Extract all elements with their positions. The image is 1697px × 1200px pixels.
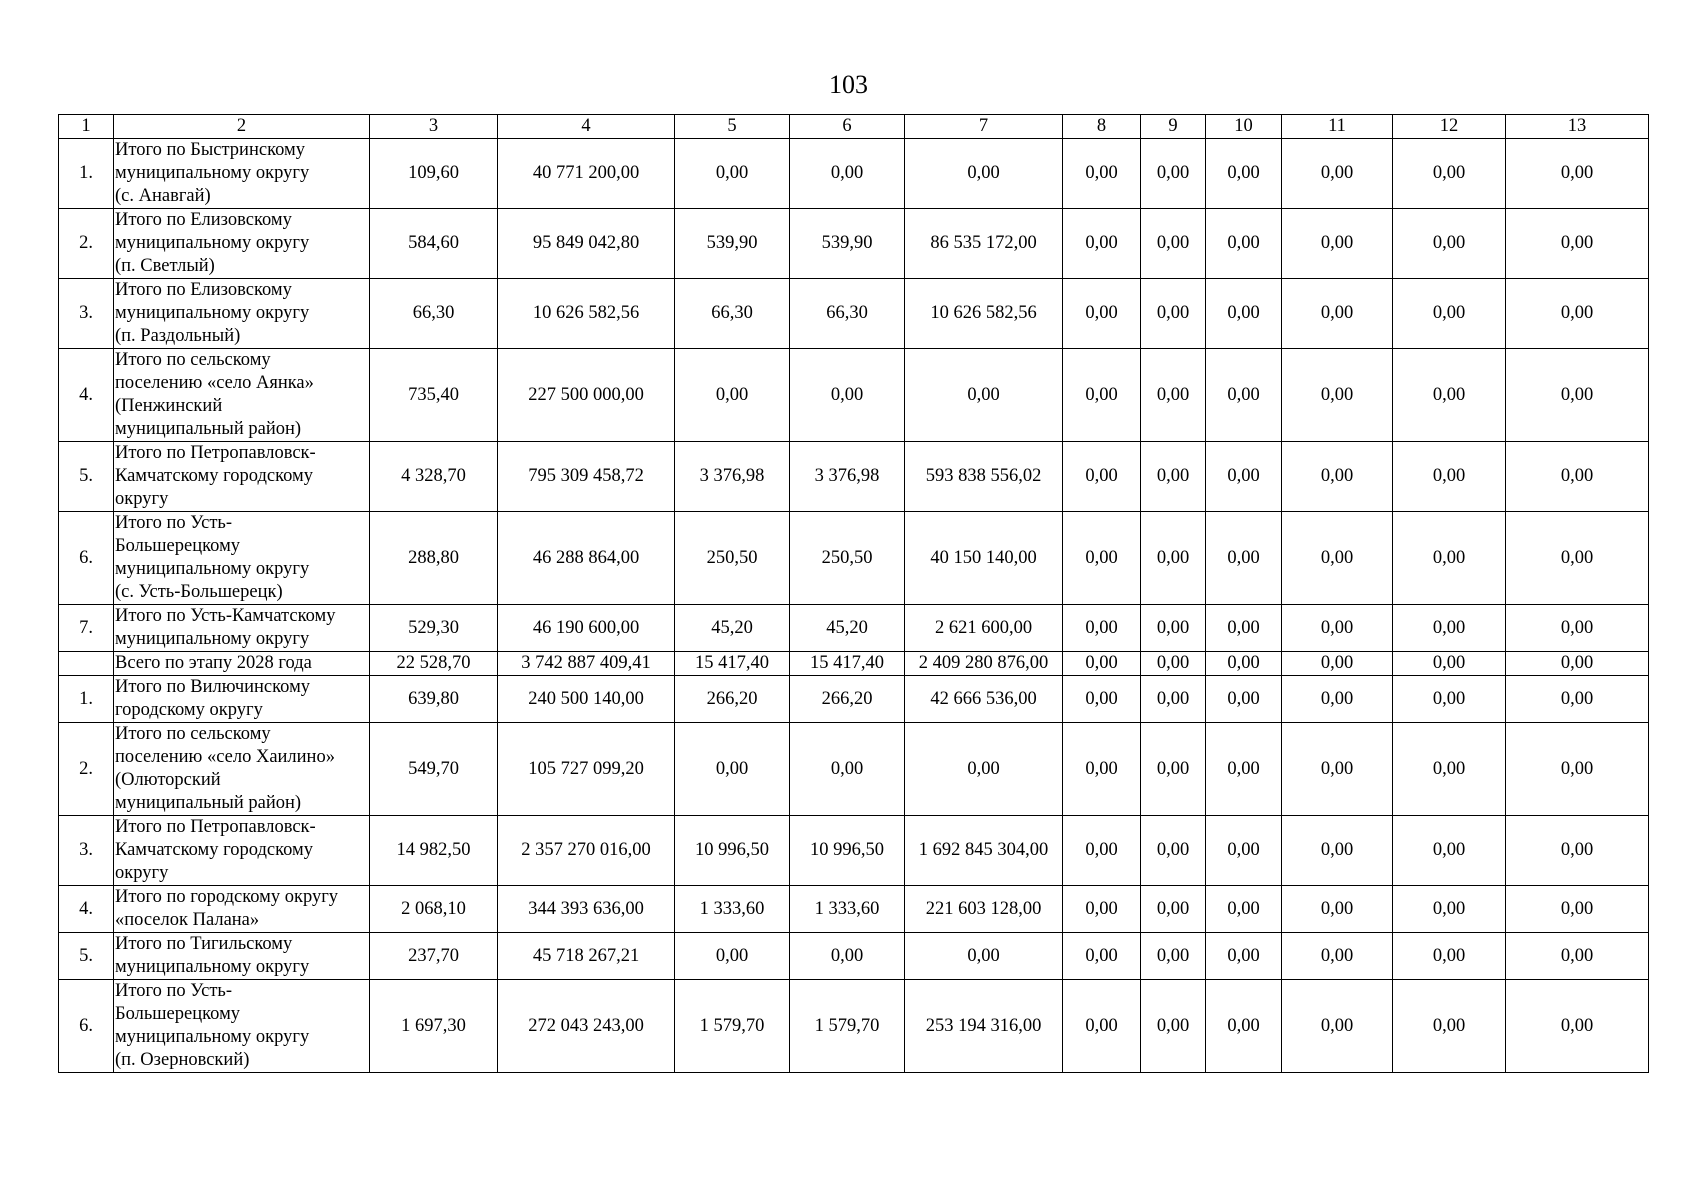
value-cell: 639,80 xyxy=(370,676,498,723)
value-cell: 0,00 xyxy=(1393,676,1506,723)
value-cell: 539,90 xyxy=(675,209,790,279)
value-cell: 10 626 582,56 xyxy=(498,279,675,349)
value-cell: 0,00 xyxy=(1393,723,1506,816)
value-cell: 0,00 xyxy=(1141,886,1206,933)
row-number: 6. xyxy=(59,512,114,605)
value-cell: 0,00 xyxy=(1141,349,1206,442)
value-cell: 66,30 xyxy=(675,279,790,349)
column-number: 5 xyxy=(675,115,790,139)
value-cell: 0,00 xyxy=(1393,605,1506,652)
row-number: 4. xyxy=(59,349,114,442)
row-name: Итого по Усть-Камчатскому муниципальному округу xyxy=(114,605,370,652)
row-name: Итого по Петропавловск- Камчатскому городскому округу xyxy=(114,442,370,512)
value-cell: 0,00 xyxy=(1506,652,1649,676)
value-cell: 0,00 xyxy=(1141,676,1206,723)
value-cell: 0,00 xyxy=(1393,279,1506,349)
value-cell: 0,00 xyxy=(1282,980,1393,1073)
value-cell: 0,00 xyxy=(675,723,790,816)
column-number: 11 xyxy=(1282,115,1393,139)
column-number: 1 xyxy=(59,115,114,139)
value-cell: 10 996,50 xyxy=(675,816,790,886)
value-cell: 0,00 xyxy=(1141,816,1206,886)
value-cell: 46 288 864,00 xyxy=(498,512,675,605)
column-number: 9 xyxy=(1141,115,1206,139)
value-cell: 45,20 xyxy=(675,605,790,652)
value-cell: 0,00 xyxy=(1393,652,1506,676)
row-number: 3. xyxy=(59,816,114,886)
value-cell: 0,00 xyxy=(1141,139,1206,209)
value-cell: 0,00 xyxy=(1063,139,1141,209)
row-number: 1. xyxy=(59,676,114,723)
value-cell: 0,00 xyxy=(1506,605,1649,652)
value-cell: 1 333,60 xyxy=(675,886,790,933)
row-name: Итого по Быстринскому муниципальному округу (с. Анавгай) xyxy=(114,139,370,209)
value-cell: 0,00 xyxy=(1206,442,1282,512)
value-cell: 0,00 xyxy=(1393,512,1506,605)
value-cell: 0,00 xyxy=(1206,605,1282,652)
value-cell: 0,00 xyxy=(1506,980,1649,1073)
table-row xyxy=(59,139,1649,209)
value-cell: 0,00 xyxy=(1206,279,1282,349)
value-cell: 593 838 556,02 xyxy=(905,442,1063,512)
value-cell: 0,00 xyxy=(1506,209,1649,279)
value-cell: 795 309 458,72 xyxy=(498,442,675,512)
value-cell: 1 697,30 xyxy=(370,980,498,1073)
data-table xyxy=(58,114,1649,1073)
value-cell: 253 194 316,00 xyxy=(905,980,1063,1073)
column-number: 12 xyxy=(1393,115,1506,139)
table-row xyxy=(59,349,1649,442)
value-cell: 0,00 xyxy=(1282,349,1393,442)
value-cell: 0,00 xyxy=(1063,209,1141,279)
value-cell: 4 328,70 xyxy=(370,442,498,512)
value-cell: 0,00 xyxy=(1282,933,1393,980)
value-cell: 0,00 xyxy=(1141,605,1206,652)
column-number: 2 xyxy=(114,115,370,139)
value-cell: 0,00 xyxy=(1506,139,1649,209)
value-cell: 0,00 xyxy=(1206,933,1282,980)
value-cell: 0,00 xyxy=(1506,279,1649,349)
value-cell: 86 535 172,00 xyxy=(905,209,1063,279)
value-cell: 0,00 xyxy=(1206,139,1282,209)
value-cell: 272 043 243,00 xyxy=(498,980,675,1073)
column-number: 7 xyxy=(905,115,1063,139)
row-name: Итого по Вилючинскому городскому округу xyxy=(114,676,370,723)
value-cell: 266,20 xyxy=(675,676,790,723)
column-number: 13 xyxy=(1506,115,1649,139)
value-cell: 0,00 xyxy=(1393,209,1506,279)
value-cell: 40 150 140,00 xyxy=(905,512,1063,605)
table-row xyxy=(59,279,1649,349)
row-name: Итого по Тигильскому муниципальному округу xyxy=(114,933,370,980)
value-cell: 0,00 xyxy=(1063,279,1141,349)
row-name: Итого по городскому округу «поселок Палана» xyxy=(114,886,370,933)
value-cell: 0,00 xyxy=(1393,933,1506,980)
table-row xyxy=(59,723,1649,816)
column-number: 3 xyxy=(370,115,498,139)
table-row xyxy=(59,605,1649,652)
value-cell: 0,00 xyxy=(1063,933,1141,980)
value-cell: 0,00 xyxy=(1206,886,1282,933)
value-cell: 250,50 xyxy=(675,512,790,605)
value-cell: 0,00 xyxy=(1282,886,1393,933)
value-cell: 0,00 xyxy=(1506,723,1649,816)
row-name: Итого по Усть- Большерецкому муниципальному округу (с. Усть-Большерецк) xyxy=(114,512,370,605)
row-number: 2. xyxy=(59,209,114,279)
value-cell: 0,00 xyxy=(675,139,790,209)
value-cell: 0,00 xyxy=(1282,605,1393,652)
value-cell: 266,20 xyxy=(790,676,905,723)
value-cell: 2 357 270 016,00 xyxy=(498,816,675,886)
value-cell: 15 417,40 xyxy=(790,652,905,676)
value-cell: 0,00 xyxy=(1506,676,1649,723)
table-body xyxy=(59,115,1649,1073)
value-cell: 0,00 xyxy=(1063,816,1141,886)
value-cell: 0,00 xyxy=(1393,980,1506,1073)
row-number: 5. xyxy=(59,442,114,512)
value-cell: 66,30 xyxy=(370,279,498,349)
value-cell: 250,50 xyxy=(790,512,905,605)
value-cell: 0,00 xyxy=(1141,723,1206,816)
value-cell: 0,00 xyxy=(1063,512,1141,605)
value-cell: 0,00 xyxy=(1282,652,1393,676)
total-row xyxy=(59,652,1649,676)
value-cell: 0,00 xyxy=(1141,652,1206,676)
value-cell: 240 500 140,00 xyxy=(498,676,675,723)
value-cell: 22 528,70 xyxy=(370,652,498,676)
value-cell: 0,00 xyxy=(1063,349,1141,442)
value-cell: 237,70 xyxy=(370,933,498,980)
value-cell: 0,00 xyxy=(1282,723,1393,816)
value-cell: 0,00 xyxy=(1063,980,1141,1073)
row-number: 4. xyxy=(59,886,114,933)
value-cell: 45 718 267,21 xyxy=(498,933,675,980)
value-cell: 1 692 845 304,00 xyxy=(905,816,1063,886)
value-cell: 0,00 xyxy=(790,933,905,980)
value-cell: 0,00 xyxy=(1393,442,1506,512)
value-cell: 0,00 xyxy=(905,139,1063,209)
row-number: 2. xyxy=(59,723,114,816)
value-cell: 0,00 xyxy=(675,349,790,442)
value-cell: 95 849 042,80 xyxy=(498,209,675,279)
value-cell: 0,00 xyxy=(1063,723,1141,816)
value-cell: 10 996,50 xyxy=(790,816,905,886)
value-cell: 0,00 xyxy=(1063,605,1141,652)
value-cell: 40 771 200,00 xyxy=(498,139,675,209)
value-cell: 0,00 xyxy=(1141,933,1206,980)
value-cell: 221 603 128,00 xyxy=(905,886,1063,933)
value-cell: 46 190 600,00 xyxy=(498,605,675,652)
value-cell: 0,00 xyxy=(1393,349,1506,442)
value-cell: 0,00 xyxy=(1506,816,1649,886)
row-name: Итого по Елизовскому муниципальному округу (п. Светлый) xyxy=(114,209,370,279)
table-row xyxy=(59,512,1649,605)
value-cell: 0,00 xyxy=(1063,442,1141,512)
value-cell: 0,00 xyxy=(1206,512,1282,605)
row-name: Итого по Петропавловск- Камчатскому городскому округу xyxy=(114,816,370,886)
row-number: 1. xyxy=(59,139,114,209)
table-row xyxy=(59,209,1649,279)
row-name: Итого по сельскому поселению «село Аянка» (Пенжинский муниципальный район) xyxy=(114,349,370,442)
value-cell: 0,00 xyxy=(1141,279,1206,349)
value-cell: 0,00 xyxy=(1506,512,1649,605)
value-cell: 529,30 xyxy=(370,605,498,652)
column-number: 8 xyxy=(1063,115,1141,139)
value-cell: 42 666 536,00 xyxy=(905,676,1063,723)
value-cell: 0,00 xyxy=(675,933,790,980)
value-cell: 0,00 xyxy=(1141,209,1206,279)
value-cell: 0,00 xyxy=(1282,279,1393,349)
row-name: Итого по Елизовскому муниципальному округу (п. Раздольный) xyxy=(114,279,370,349)
value-cell: 0,00 xyxy=(1282,676,1393,723)
value-cell: 0,00 xyxy=(1506,933,1649,980)
value-cell: 2 068,10 xyxy=(370,886,498,933)
value-cell: 227 500 000,00 xyxy=(498,349,675,442)
value-cell: 0,00 xyxy=(1206,676,1282,723)
value-cell: 45,20 xyxy=(790,605,905,652)
table-row xyxy=(59,980,1649,1073)
value-cell: 288,80 xyxy=(370,512,498,605)
value-cell: 0,00 xyxy=(1206,349,1282,442)
value-cell: 0,00 xyxy=(1063,652,1141,676)
page-number: 103 xyxy=(829,70,868,99)
value-cell: 0,00 xyxy=(1393,886,1506,933)
value-cell: 0,00 xyxy=(1206,723,1282,816)
value-cell: 0,00 xyxy=(1282,816,1393,886)
row-number: 7. xyxy=(59,605,114,652)
row-number: 3. xyxy=(59,279,114,349)
column-number: 4 xyxy=(498,115,675,139)
row-name: Итого по Усть- Большерецкому муниципальному округу (п. Озерновский) xyxy=(114,980,370,1073)
value-cell: 1 579,70 xyxy=(675,980,790,1073)
value-cell: 3 376,98 xyxy=(790,442,905,512)
value-cell: 109,60 xyxy=(370,139,498,209)
value-cell: 0,00 xyxy=(1206,652,1282,676)
table-row xyxy=(59,676,1649,723)
column-number-row xyxy=(59,115,1649,139)
column-number: 6 xyxy=(790,115,905,139)
table-row xyxy=(59,933,1649,980)
value-cell: 2 409 280 876,00 xyxy=(905,652,1063,676)
value-cell: 3 742 887 409,41 xyxy=(498,652,675,676)
row-number: 6. xyxy=(59,980,114,1073)
value-cell: 10 626 582,56 xyxy=(905,279,1063,349)
value-cell: 0,00 xyxy=(905,723,1063,816)
value-cell: 14 982,50 xyxy=(370,816,498,886)
value-cell: 2 621 600,00 xyxy=(905,605,1063,652)
value-cell: 15 417,40 xyxy=(675,652,790,676)
value-cell: 66,30 xyxy=(790,279,905,349)
value-cell: 0,00 xyxy=(905,933,1063,980)
table-row xyxy=(59,816,1649,886)
value-cell: 344 393 636,00 xyxy=(498,886,675,933)
value-cell: 1 333,60 xyxy=(790,886,905,933)
value-cell: 0,00 xyxy=(1141,442,1206,512)
value-cell: 0,00 xyxy=(1282,139,1393,209)
value-cell: 0,00 xyxy=(1206,209,1282,279)
column-number: 10 xyxy=(1206,115,1282,139)
value-cell: 3 376,98 xyxy=(675,442,790,512)
value-cell: 0,00 xyxy=(1063,676,1141,723)
value-cell: 0,00 xyxy=(1282,442,1393,512)
value-cell: 549,70 xyxy=(370,723,498,816)
row-name: Всего по этапу 2028 года xyxy=(114,652,370,676)
value-cell: 0,00 xyxy=(1282,209,1393,279)
value-cell: 0,00 xyxy=(1206,980,1282,1073)
table-row xyxy=(59,886,1649,933)
value-cell: 0,00 xyxy=(1206,816,1282,886)
value-cell: 0,00 xyxy=(1393,139,1506,209)
value-cell: 0,00 xyxy=(1063,886,1141,933)
value-cell: 1 579,70 xyxy=(790,980,905,1073)
value-cell: 0,00 xyxy=(1393,816,1506,886)
value-cell: 0,00 xyxy=(1506,349,1649,442)
row-number xyxy=(59,652,114,676)
value-cell: 0,00 xyxy=(1141,980,1206,1073)
value-cell: 0,00 xyxy=(1282,512,1393,605)
value-cell: 0,00 xyxy=(790,349,905,442)
value-cell: 0,00 xyxy=(790,139,905,209)
value-cell: 0,00 xyxy=(790,723,905,816)
row-number: 5. xyxy=(59,933,114,980)
row-name: Итого по сельскому поселению «село Хаилино» (Олюторский муниципальный район) xyxy=(114,723,370,816)
value-cell: 0,00 xyxy=(1506,442,1649,512)
value-cell: 105 727 099,20 xyxy=(498,723,675,816)
table-row xyxy=(59,442,1649,512)
value-cell: 0,00 xyxy=(1141,512,1206,605)
value-cell: 0,00 xyxy=(905,349,1063,442)
value-cell: 584,60 xyxy=(370,209,498,279)
value-cell: 735,40 xyxy=(370,349,498,442)
value-cell: 0,00 xyxy=(1506,886,1649,933)
value-cell: 539,90 xyxy=(790,209,905,279)
